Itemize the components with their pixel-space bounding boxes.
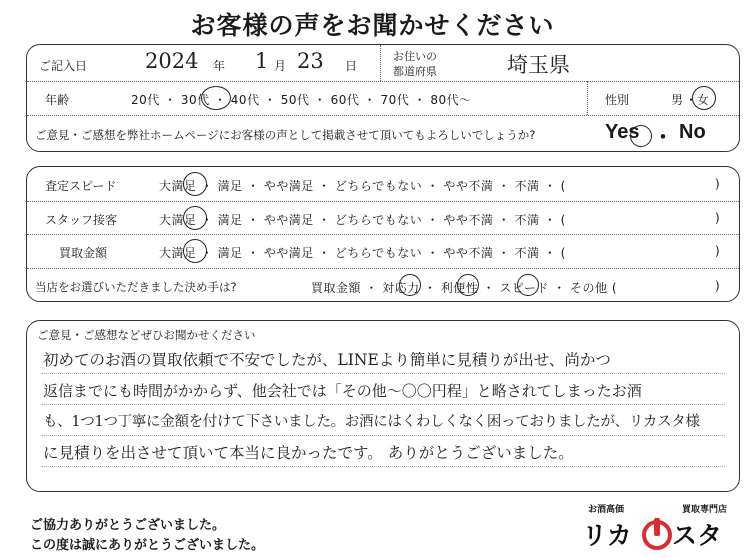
date-day[interactable]: 23 [297, 49, 324, 73]
customer-info-box [26, 44, 740, 152]
gender-separator: ・ [685, 93, 698, 107]
rating-label-price: 買取金額 [59, 246, 108, 260]
rating-close-staff: ) [715, 211, 721, 225]
logo-subtitle: 買取専門店 [682, 505, 728, 515]
logo-name-part2: スタ [672, 521, 723, 550]
comment-line: 初めてのお酒の買取依頼で不安でしたが、LINEより簡単に見積りが出せ、尚かつ [43, 351, 611, 369]
date-year[interactable]: 2024 [145, 49, 199, 73]
decision-selected-circle [457, 274, 479, 296]
age-options[interactable]: 20代 ・ 30代 ・ 40代 ・ 50代 ・ 60代 ・ 70代 ・ 80代〜 [131, 93, 472, 107]
comment-line: に見積りを出させて頂いて本当に良かったです。 ありがとうございました。 [43, 444, 574, 462]
rating-selected-circle [183, 239, 207, 263]
logo-tagline: お酒高価 [588, 505, 625, 515]
date-label: ご記入日 [39, 59, 88, 73]
ratings-box [26, 166, 740, 302]
rating-label-staff: スタッフ接客 [45, 213, 118, 227]
residence-label-2: 都道府県 [393, 65, 437, 78]
gender-female[interactable]: 女 [697, 93, 710, 107]
comment-line: 返信までにも時間がかからず、他会社では「その他〜〇〇円程」と略されてしまったお酒 [43, 382, 642, 400]
decision-close: ) [715, 279, 721, 293]
footer-thanks-2: この度は誠にありがとうございました。 [30, 538, 265, 553]
rating-close-speed: ) [715, 177, 721, 191]
divider [27, 268, 739, 269]
consent-separator: ・ [653, 127, 673, 149]
divider [27, 81, 739, 82]
decision-selected-circle [399, 274, 421, 296]
rating-options-price[interactable]: 大満足 ・ 満足 ・ やや満足 ・ どちらでもない ・ やや不満 ・ 不満 ・ ( [159, 246, 566, 260]
consent-no[interactable]: No [679, 121, 706, 143]
residence-label-1: お住いの [393, 50, 437, 63]
bottle-icon [642, 516, 672, 550]
divider [27, 234, 739, 235]
decision-options[interactable]: 買取金額 ・ 対応力 ・ 利便性 ・ スピード ・ その他 ( [311, 281, 618, 295]
consent-selected-circle [630, 125, 652, 147]
page-title: お客様の声をお聞かせください [190, 11, 555, 40]
divider [587, 81, 588, 115]
footer-thanks-1: ご協力ありがとうございました。 [30, 518, 226, 533]
consent-question: ご意見・ご感想を弊社ホームページにお客様の声として掲載させて頂いてもよろしいでしょうか? [35, 128, 536, 142]
decision-label: 当店をお選びいただきました決め手は? [35, 280, 237, 294]
gender-male[interactable]: 男 [671, 93, 684, 107]
age-label: 年齢 [45, 93, 70, 107]
consent-yes[interactable]: Yes [605, 121, 640, 143]
day-unit: 日 [345, 59, 358, 73]
comment-box [26, 320, 740, 492]
rating-options-speed[interactable]: 大満足 ・ 満足 ・ やや満足 ・ どちらでもない ・ やや不満 ・ 不満 ・ ( [159, 179, 566, 193]
divider [27, 115, 739, 116]
residence-value[interactable]: 埼玉県 [507, 53, 570, 77]
month-unit: 月 [274, 59, 287, 73]
divider [380, 45, 381, 81]
gender-selected-circle [692, 86, 716, 110]
logo-name-part1: リカ [582, 521, 632, 550]
rating-selected-circle [183, 172, 207, 196]
age-selected-circle [201, 86, 231, 110]
comment-heading: ご意見・ご感想などぜひお聞かせください [37, 328, 256, 342]
rating-label-speed: 査定スピード [45, 179, 117, 193]
rating-options-staff[interactable]: 大満足 ・ 満足 ・ やや満足 ・ どちらでもない ・ やや不満 ・ 不満 ・ ( [159, 213, 566, 227]
comment-text[interactable] [43, 345, 727, 469]
comment-line: も、1つ1つ丁寧に金額を付けて下さいました。お酒にはくわしくなく困っておりましたが、リカスタ様 [43, 414, 700, 430]
divider [27, 201, 739, 202]
gender-label: 性別 [605, 93, 630, 107]
decision-selected-circle [517, 274, 539, 296]
year-unit: 年 [213, 59, 226, 73]
rating-selected-circle [183, 206, 207, 230]
rating-close-price: ) [715, 244, 721, 258]
brand-logo [580, 500, 730, 554]
date-month[interactable]: 1 [255, 49, 269, 73]
